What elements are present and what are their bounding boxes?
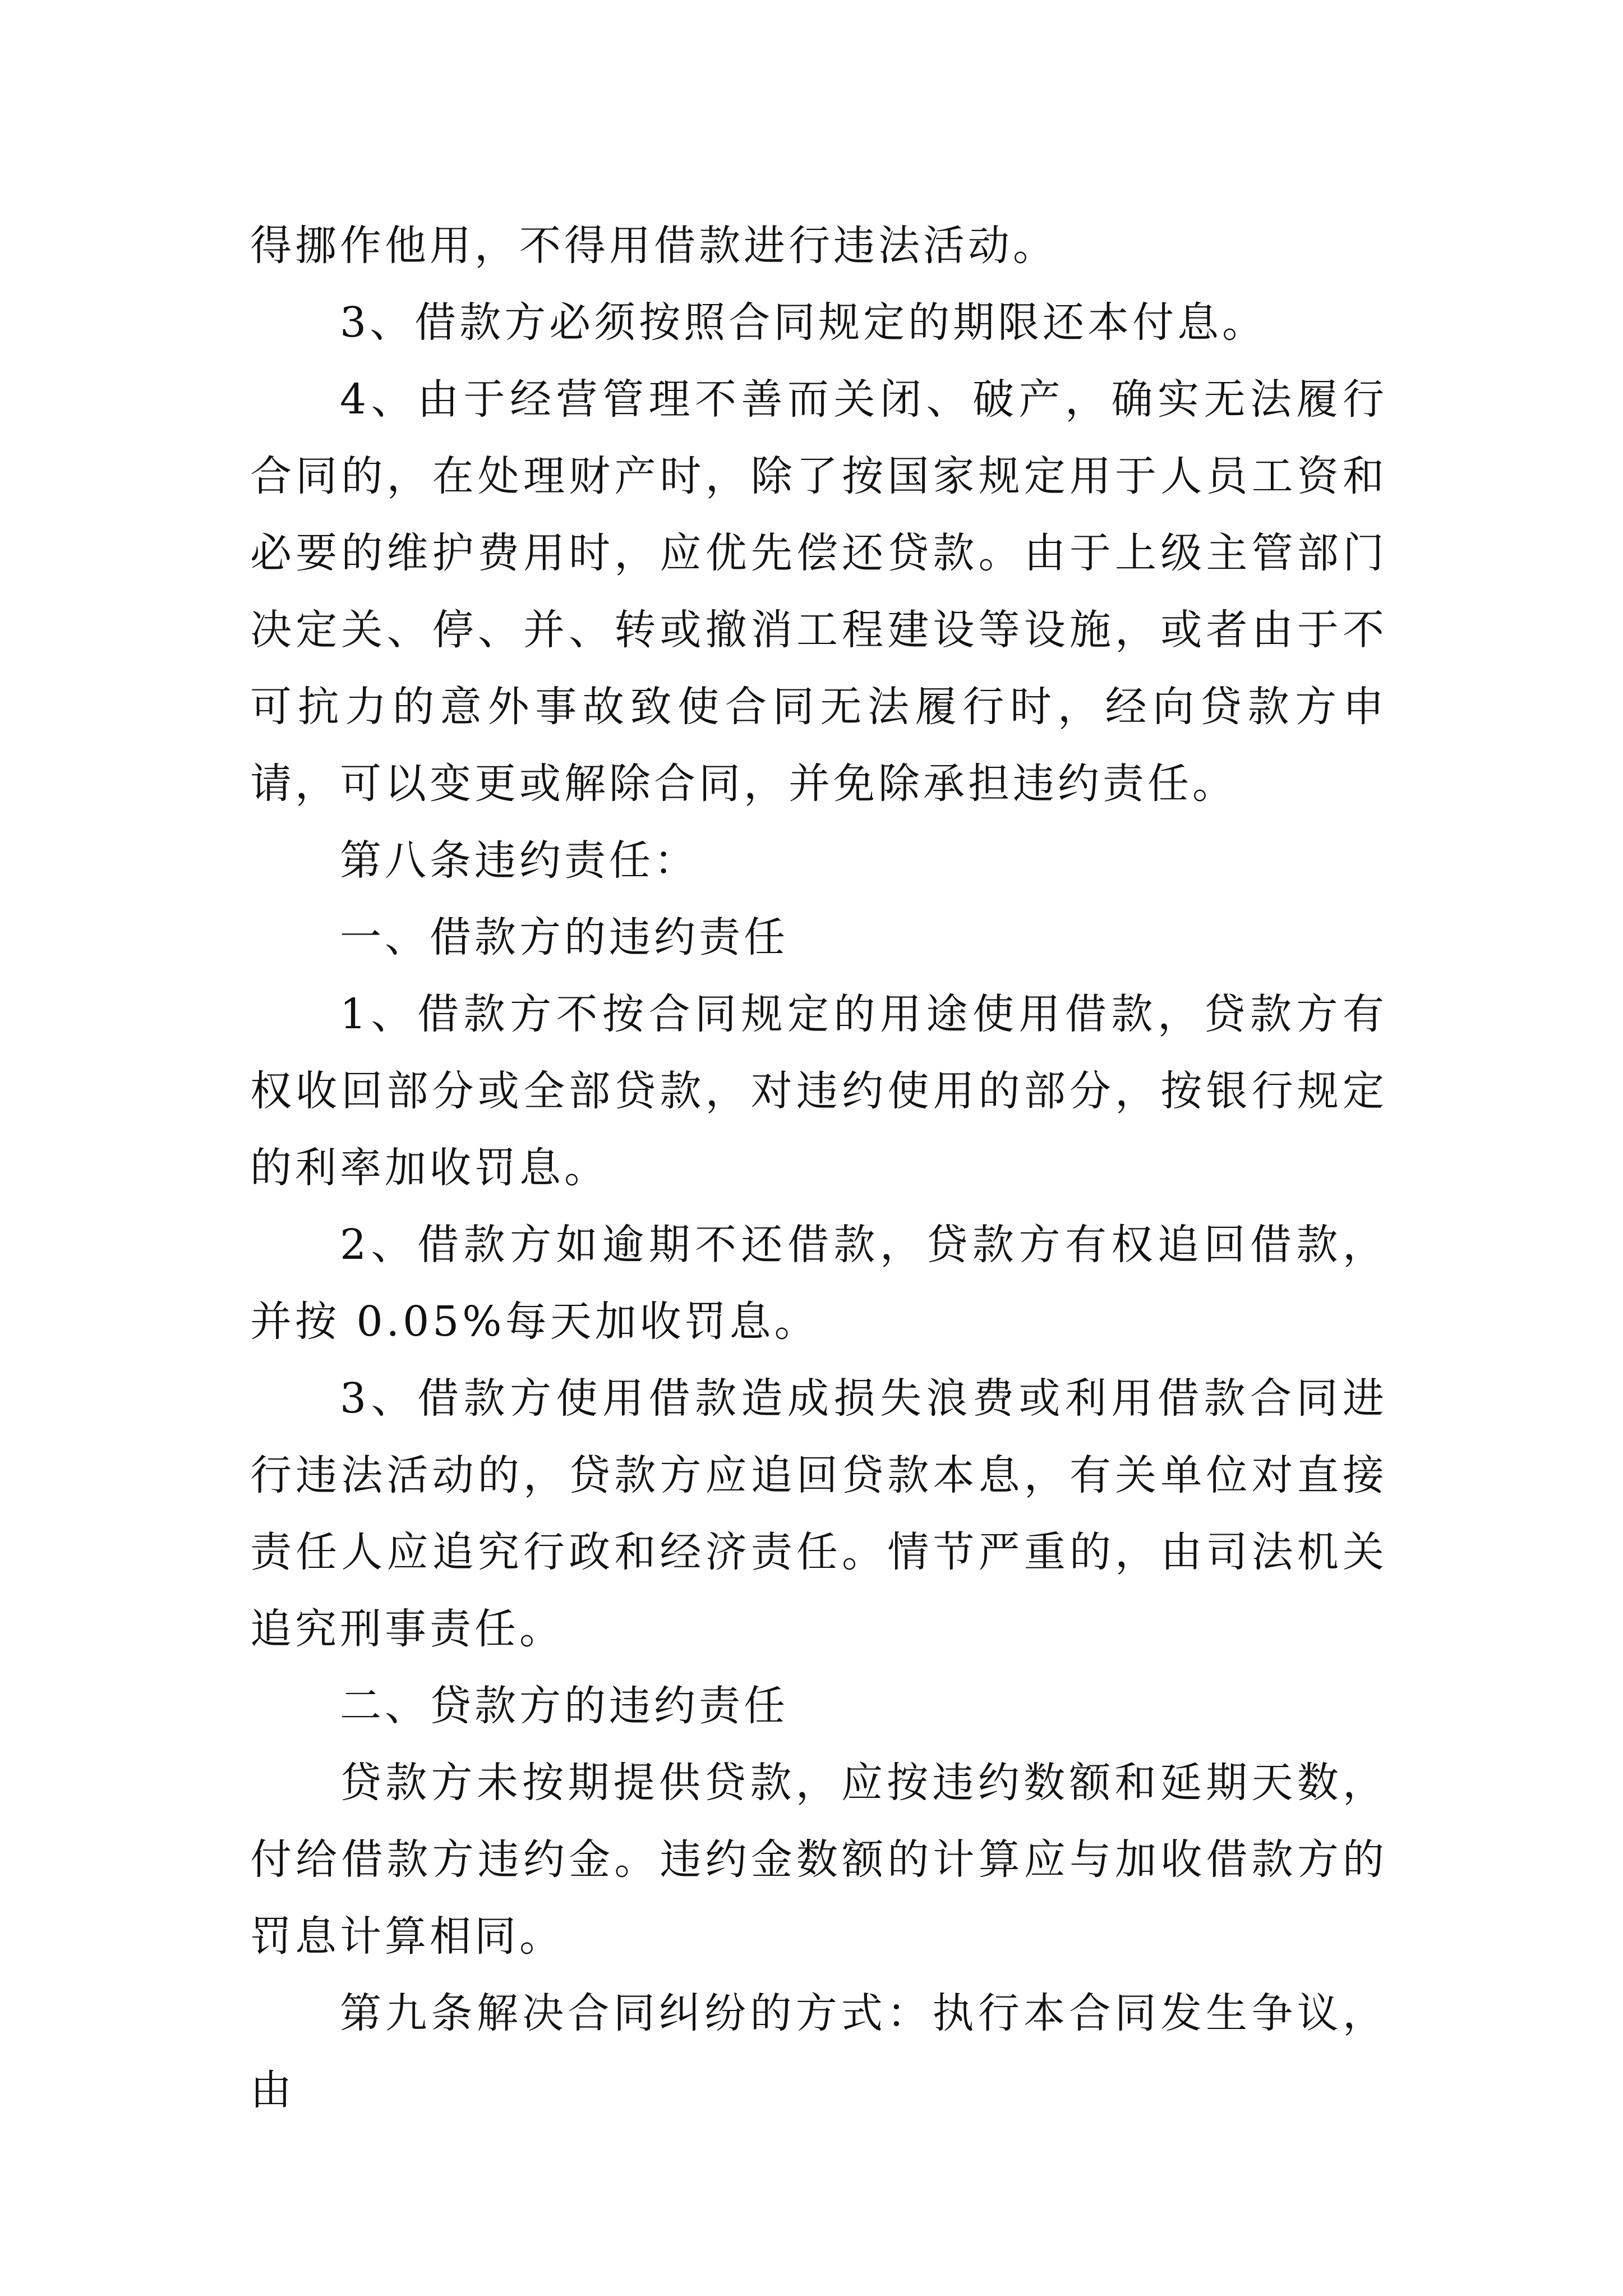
document-body: [250, 208, 1387, 2129]
paragraph-item-3-repayment: 3、借款方必须按照合同规定的期限还本付息。: [340, 298, 1267, 347]
section-heading-article-8: 第八条违约责任：: [340, 836, 699, 885]
subheading-borrower-liability: 一、借款方的违约责任: [340, 913, 789, 961]
paragraph-liability-1: 1、借款方不按合同规定的用途使用借款，贷款方有权收回部分或全部贷款，对违约使用的部分，按银行规定的利率加收罚息。: [250, 990, 1387, 1192]
paragraph-liability-2: 2、借款方如逾期不还借款，贷款方有权追回借款，并按 0.05%每天加收罚息。: [250, 1221, 1387, 1346]
subheading-lender-liability: 二、贷款方的违约责任: [340, 1682, 789, 1730]
paragraph-item-4-bankruptcy: 4、由于经营管理不善而关闭、破产，确实无法履行合同的，在处理财产时，除了按国家规定用于人员工资和必要的维护费用时，应优先偿还贷款。由于上级主管部门决定关、停、并、转或撤消工程建设等设施，或者由于不可抗力的意外事故致使合同无法履行时，经向贷款方申请，可以变更或解除合同，并免除承担违约责任。: [250, 375, 1387, 808]
paragraph-lender-penalty: 贷款方未按期提供贷款，应按违约数额和延期天数，付给借款方违约金。违约金数额的计算应与加收借款方的罚息计算相同。: [250, 1759, 1387, 1961]
paragraph-clause-continuation: 得挪作他用，不得用借款进行违法活动。: [250, 222, 1058, 270]
section-heading-article-9: 第九条解决合同纠纷的方式：执行本合同发生争议，由: [250, 1989, 1387, 2114]
paragraph-liability-3: 3、借款方使用借款造成损失浪费或利用借款合同进行违法活动的，贷款方应追回贷款本息，有关单位对直接责任人应追究行政和经济责任。情节严重的，由司法机关追究刑事责任。: [250, 1374, 1387, 1653]
